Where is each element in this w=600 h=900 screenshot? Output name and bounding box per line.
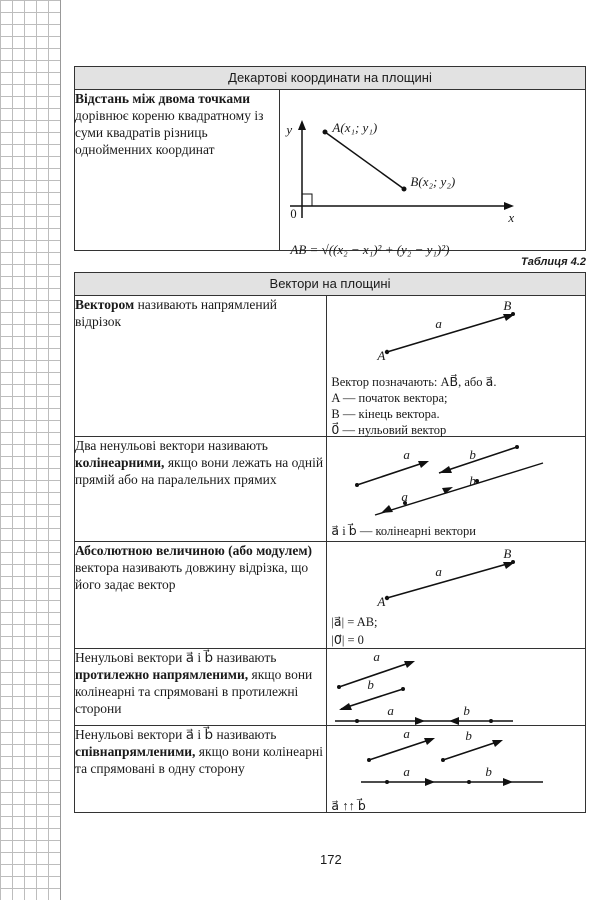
opposite-text: якщо вони колінеарні та спрямовані в протилежні сторони bbox=[75, 667, 313, 716]
distance-text: дорівнює кореню квадратному із суми квадратів різниць однойменних координат bbox=[75, 108, 264, 157]
codirected-a2: a⃗ bbox=[403, 764, 421, 779]
magnitude-caption-1: |a⃗| = AB; bbox=[331, 615, 378, 629]
opposite-term: протилежно напрямленими, bbox=[75, 667, 249, 682]
table-label: Таблиця 4.2 bbox=[521, 256, 586, 268]
magnitude-a-label: a⃗ bbox=[435, 564, 453, 579]
point-b-label: B(x₂; y₂) bbox=[410, 174, 456, 189]
collinear-a2: a⃗ bbox=[401, 489, 419, 504]
opposite-pre: Ненульові вектори a⃗ і b⃗ називають bbox=[75, 650, 277, 665]
origin-label: 0 bbox=[290, 207, 297, 221]
vector-caption-1: Вектор позначають: AB⃗, або a⃗. bbox=[331, 375, 497, 389]
vectors-table bbox=[74, 272, 586, 813]
vector-caption-3: B — кінець вектора. bbox=[331, 407, 440, 421]
codirected-b1: b⃗ bbox=[465, 728, 483, 743]
collinear-definition bbox=[75, 437, 327, 542]
cartesian-table bbox=[74, 66, 586, 257]
magnitude-term: Абсолютною величиною (або модулем) bbox=[75, 543, 313, 558]
magnitude-definition bbox=[75, 542, 327, 649]
point-a-label: A(x₁; y₁) bbox=[332, 120, 378, 135]
codirected-b2: b⃗ bbox=[485, 764, 503, 779]
vector-term: Вектором bbox=[75, 297, 135, 312]
vector-a-label: a⃗ bbox=[435, 316, 453, 331]
collinear-term: колінеарними, bbox=[75, 455, 165, 470]
cartesian-table-title: Декартові координати на площині bbox=[75, 67, 586, 90]
collinear-text: якщо вони лежать на одній прямій або на паралельних прямих bbox=[75, 455, 324, 487]
codirected-definition bbox=[75, 726, 327, 813]
distance-term: Відстань між двома точками bbox=[75, 91, 251, 106]
opposite-a2: a⃗ bbox=[387, 703, 405, 718]
collinear-caption: a⃗ і b⃗ — колінеарні вектори bbox=[331, 524, 476, 538]
magnitude-figure bbox=[327, 542, 586, 649]
distance-figure bbox=[280, 90, 586, 257]
collinear-a1: a⃗ bbox=[403, 447, 421, 462]
vector-caption-4: 0⃗ — нульовий вектор bbox=[331, 423, 447, 437]
page-number: 172 bbox=[320, 852, 342, 867]
collinear-b2: b⃗ bbox=[469, 473, 487, 488]
magnitude-point-b: B bbox=[503, 546, 512, 561]
point-a: A bbox=[377, 348, 386, 363]
magnitude-text: вектора називають довжину відрізка, що його задає вектор bbox=[75, 560, 309, 592]
opposite-b1: b⃗ bbox=[367, 677, 385, 692]
codirected-figure bbox=[327, 726, 586, 813]
vectors-table-title: Вектори на площині bbox=[75, 273, 586, 296]
vector-caption-2: A — початок вектора; bbox=[331, 391, 448, 405]
y-axis-label: y bbox=[286, 122, 293, 137]
x-axis-label: x bbox=[508, 210, 515, 225]
codirected-a1: a⃗ bbox=[403, 726, 421, 741]
magnitude-caption-2: |0⃗| = 0 bbox=[331, 633, 364, 647]
codirected-caption: a⃗ ↑↑ b⃗ bbox=[331, 799, 366, 813]
codirected-pre: Ненульові вектори a⃗ і b⃗ називають bbox=[75, 727, 277, 742]
vector-figure bbox=[327, 296, 586, 437]
collinear-b1: b⃗ bbox=[469, 447, 487, 462]
opposite-definition bbox=[75, 649, 327, 726]
opposite-a1: a⃗ bbox=[373, 649, 391, 664]
margin-line bbox=[60, 0, 61, 900]
grid-margin bbox=[0, 0, 60, 900]
collinear-pre: Два ненульові вектори називають bbox=[75, 438, 268, 453]
opposite-figure bbox=[327, 649, 586, 726]
distance-definition bbox=[75, 90, 280, 251]
distance-formula: AB = √((x₂ − x₁)² + (y₂ − y₁)²) bbox=[290, 242, 450, 257]
codirected-term: співнапрямленими, bbox=[75, 744, 196, 759]
opposite-b2: b⃗ bbox=[463, 703, 481, 718]
point-b: B bbox=[503, 298, 512, 313]
collinear-figure bbox=[327, 437, 586, 542]
vector-definition bbox=[75, 296, 327, 437]
codirected-text: якщо вони колінеарні та спрямовані в одну сторону bbox=[75, 744, 323, 776]
magnitude-point-a: A bbox=[377, 594, 386, 609]
vector-text: називають напрямлений відрізок bbox=[75, 297, 278, 329]
